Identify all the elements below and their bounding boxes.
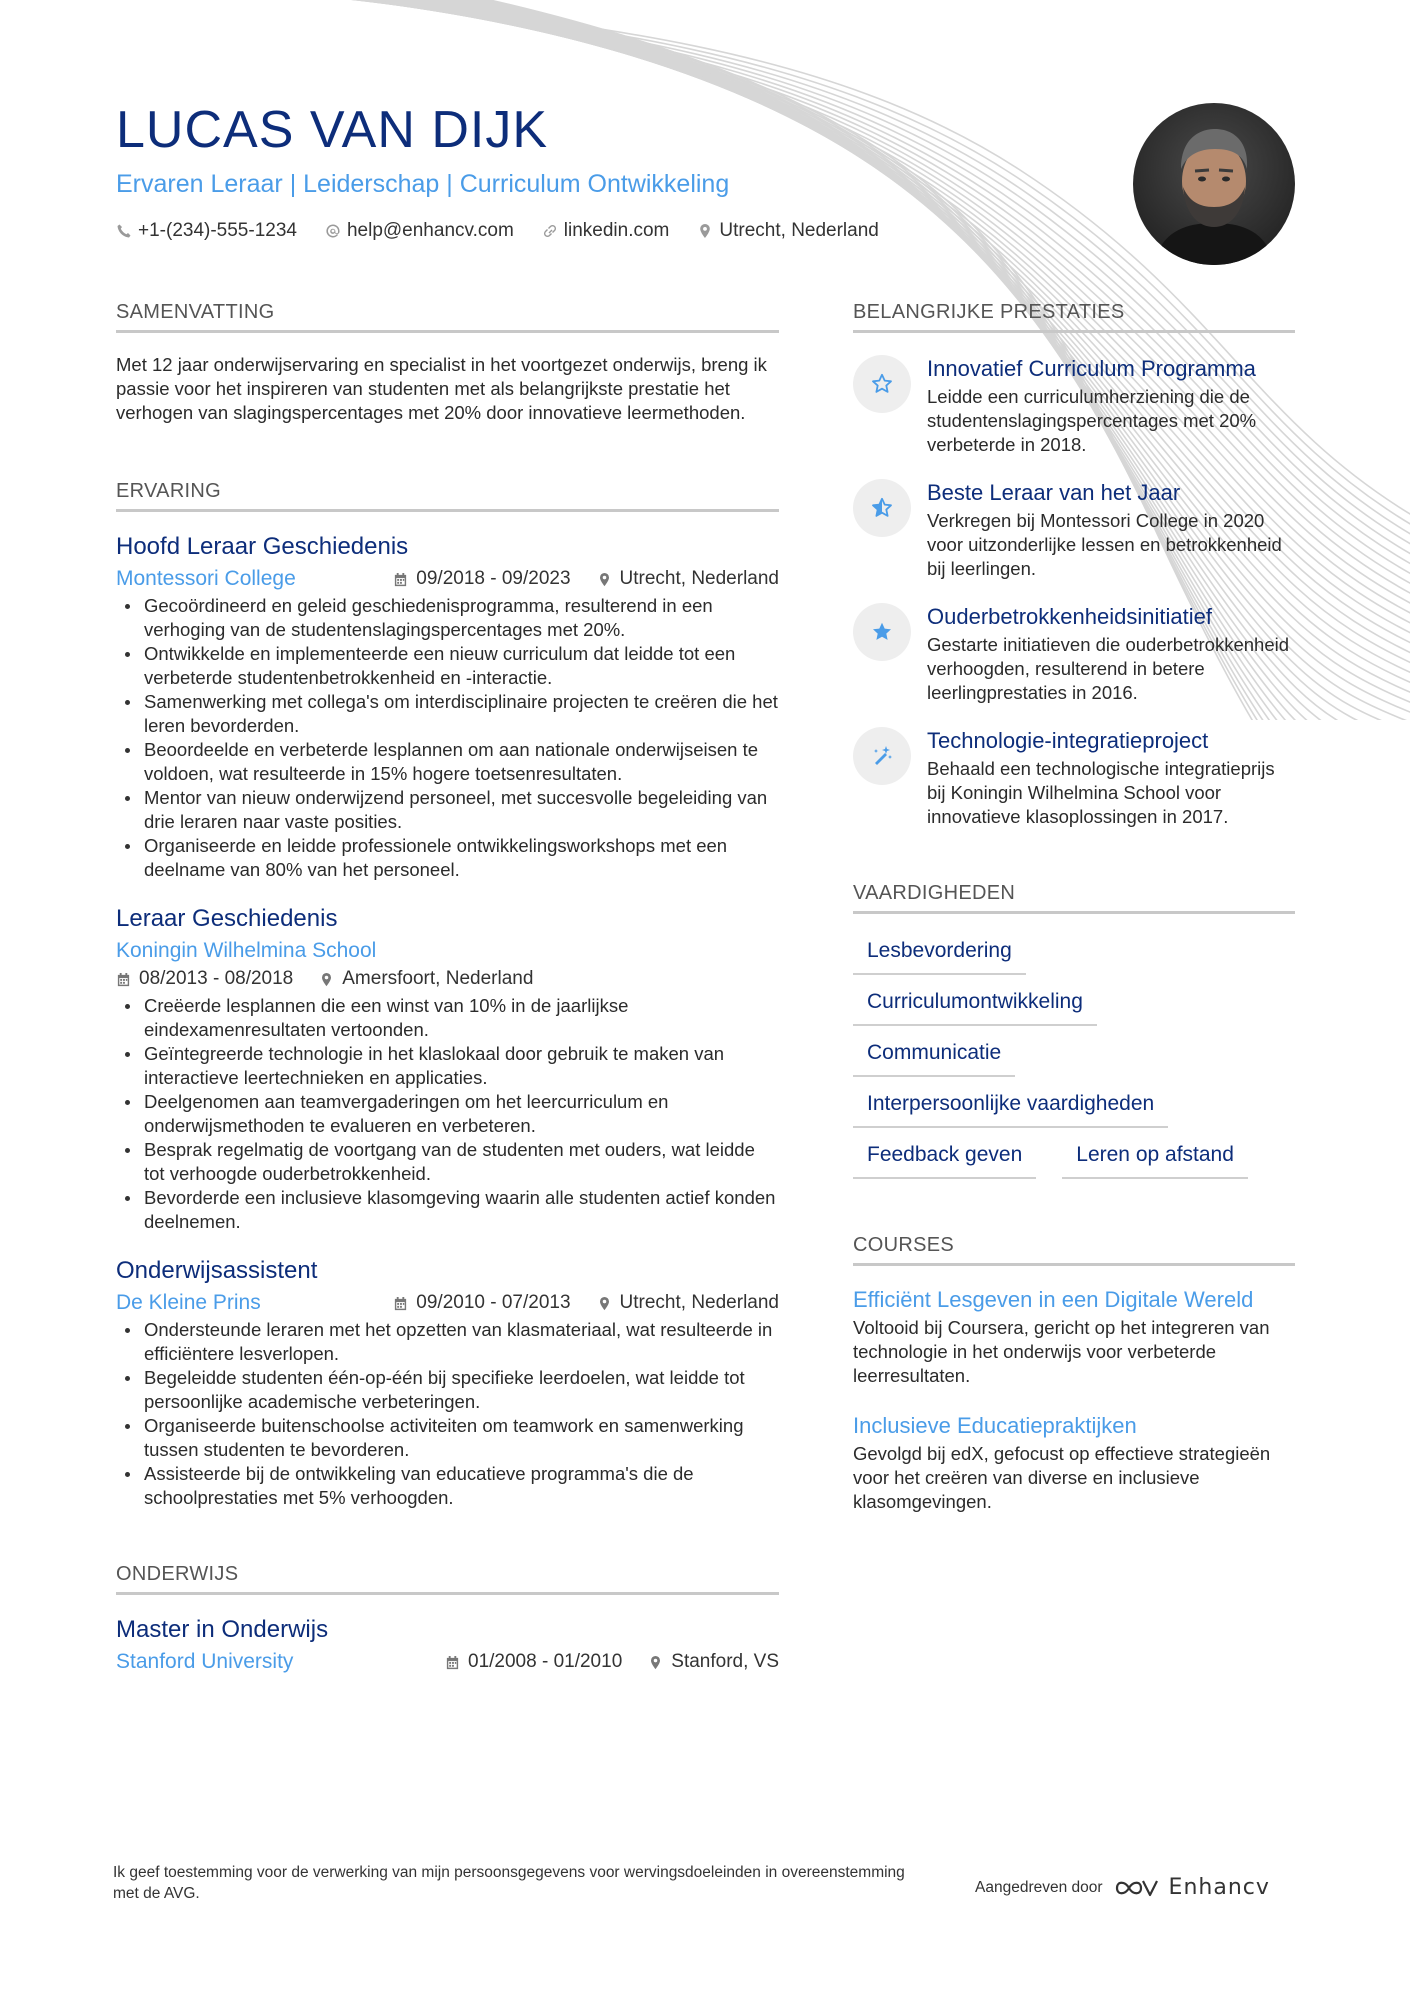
summary-section	[116, 300, 779, 425]
achievements-section	[853, 300, 1295, 829]
contact-location-text: Utrecht, Nederland	[719, 220, 879, 241]
location-icon	[597, 572, 612, 587]
enhancv-logo-icon	[1113, 1876, 1159, 1900]
skill-tag: Feedback geven	[853, 1128, 1036, 1179]
left-column	[116, 300, 779, 1675]
education-section-title: ONDERWIJS	[116, 1562, 779, 1595]
education-dates: 01/2008 - 01/2010	[468, 1651, 623, 1672]
job-company: De Kleine Prins	[116, 1291, 261, 1314]
skill-tag: Curriculumontwikkeling	[853, 975, 1097, 1026]
phone-icon	[116, 223, 132, 239]
bullet-item: Ontwikkelde en implementeerde een nieuw curriculum dat leidde tot een verbeterde studentenbetrokkenheid en -interactie.	[116, 642, 779, 690]
education-section	[116, 1562, 779, 1675]
bullet-item: Besprak regelmatig de voortgang van de studenten met ouders, wat leidde tot verhoogde ouderbetrokkenheid.	[116, 1138, 779, 1186]
magic-wand-icon	[870, 744, 894, 768]
job-dates: 09/2010 - 07/2013	[416, 1292, 571, 1313]
job-entry	[116, 1256, 779, 1510]
bullet-item: Ondersteunde leraren met het opzetten van klasmateriaal, wat resulteerde in efficiëntere lesverlopen.	[116, 1318, 779, 1366]
courses-section	[853, 1233, 1295, 1514]
achievement-item	[853, 603, 1295, 705]
achievement-title: Beste Leraar van het Jaar	[927, 480, 1181, 505]
bullet-item: Samenwerking met collega's om interdisciplinaire projecten te creëren die het leren bevorderden.	[116, 690, 779, 738]
at-icon	[325, 223, 341, 239]
job-title: Onderwijsassistent	[116, 1257, 318, 1284]
calendar-icon	[116, 972, 131, 987]
contact-linkedin-text[interactable]: linkedin.com	[563, 220, 670, 241]
summary-text: Met 12 jaar onderwijservaring en specialist in het voortgezet onderwijs, breng ik passie voor het inspireren van studenten met als belangrijkste prestatie het verhogen van slagingspercentages met 20% door innovatieve leermethoden.	[116, 354, 767, 423]
star-outline-icon	[870, 372, 894, 396]
achievement-desc: Behaald een technologische integratieprijs bij Koningin Wilhelmina School voor innovatieve klasoplossingen in 2017.	[927, 758, 1275, 827]
resume-header	[116, 100, 1016, 244]
skills-list	[853, 924, 1295, 1179]
job-meta	[116, 1290, 779, 1316]
achievement-desc: Gestarte initiatieven die ouderbetrokkenheid verhoogden, resulterend in betere leerlingprestaties in 2016.	[927, 634, 1290, 703]
courses-section-title: COURSES	[853, 1233, 1295, 1266]
course-title: Inclusieve Educatiepraktijken	[853, 1413, 1137, 1438]
summary-section-title: SAMENVATTING	[116, 300, 779, 333]
achievement-item	[853, 355, 1295, 457]
calendar-icon	[445, 1655, 460, 1670]
bullet-item: Assisteerde bij de ontwikkeling van educatieve programma's die de schoolprestaties met 5% verhoogden.	[116, 1462, 779, 1510]
footer-consent: Ik geef toestemming voor de verwerking van mijn persoonsgegevens voor wervingsdoeleinden in overeenstemming met de AVG.	[113, 1864, 905, 1902]
location-icon	[597, 1296, 612, 1311]
job-dates: 08/2013 - 08/2018	[139, 968, 294, 989]
job-location: Amersfoort, Nederland	[342, 968, 534, 989]
skill-tag: Interpersoonlijke vaardigheden	[853, 1077, 1168, 1128]
job-company: Montessori College	[116, 567, 296, 590]
bullet-item: Bevorderde een inclusieve klasomgeving waarin alle studenten actief konden deelnemen.	[116, 1186, 779, 1234]
job-dates: 09/2018 - 09/2023	[416, 568, 571, 589]
bullet-item: Deelgenomen aan teamvergaderingen om het leercurriculum en onderwijsmethoden te evalueren en verbeteren.	[116, 1090, 779, 1138]
job-meta	[116, 566, 779, 592]
candidate-name: LUCAS VAN DIJK	[116, 101, 549, 159]
education-meta	[116, 1649, 779, 1675]
profile-photo	[1133, 103, 1295, 265]
course-desc: Gevolgd bij edX, gefocust op effectieve strategieën voor het creëren van diverse en inclusieve klasomgevingen.	[853, 1443, 1271, 1512]
job-bullets	[116, 994, 779, 1234]
link-icon	[542, 223, 558, 239]
contact-list	[116, 218, 1016, 244]
achievement-title: Technologie-integratieproject	[927, 728, 1209, 753]
job-meta	[116, 938, 779, 992]
course-item	[853, 1286, 1295, 1388]
job-company: Koningin Wilhelmina School	[116, 939, 377, 962]
achievement-item	[853, 727, 1295, 829]
contact-phone-text: +1-(234)-555-1234	[138, 220, 297, 241]
skill-tag: Communicatie	[853, 1026, 1015, 1077]
location-icon	[648, 1655, 663, 1670]
bullet-item: Mentor van nieuw onderwijzend personeel, met succesvolle begeleiding van drie leraren naar vaste posities.	[116, 786, 779, 834]
skill-tag: Leren op afstand	[1062, 1128, 1248, 1179]
job-location: Utrecht, Nederland	[619, 568, 779, 589]
job-bullets	[116, 594, 779, 882]
calendar-icon	[393, 572, 408, 587]
job-entry	[116, 532, 779, 882]
education-degree: Master in Onderwijs	[116, 1616, 329, 1643]
job-title: Hoofd Leraar Geschiedenis	[116, 533, 409, 560]
bullet-item: Begeleidde studenten één-op-één bij specifieke leerdoelen, wat leidde tot persoonlijke academische verbeteringen.	[116, 1366, 779, 1414]
star-filled-icon	[870, 620, 894, 644]
course-title: Efficiënt Lesgeven in een Digitale Wereld	[853, 1287, 1254, 1312]
contact-email-text[interactable]: help@enhancv.com	[346, 220, 514, 241]
location-icon	[319, 972, 334, 987]
education-entry	[116, 1615, 779, 1675]
achievement-desc: Verkregen bij Montessori College in 2020 voor uitzonderlijke lessen en betrokkenheid bij leerlingen.	[927, 510, 1282, 579]
contact-linkedin[interactable]	[542, 218, 670, 244]
bullet-item: Gecoördineerd en geleid geschiedenisprogramma, resulterend in een verhoging van de studentenslagingspercentages met 20%.	[116, 594, 779, 642]
experience-section	[116, 479, 779, 1510]
course-desc: Voltooid bij Coursera, gericht op het integreren van technologie in het onderwijs voor verbeterde leerresultaten.	[853, 1317, 1270, 1386]
job-bullets	[116, 1318, 779, 1510]
achievement-item	[853, 479, 1295, 581]
education-location: Stanford, VS	[671, 1651, 779, 1672]
contact-phone	[116, 218, 297, 244]
star-half-icon	[870, 496, 894, 520]
bullet-item: Organiseerde buitenschoolse activiteiten om teamwork en samenwerking tussen studenten te bevorderen.	[116, 1414, 779, 1462]
job-entry	[116, 904, 779, 1234]
calendar-icon	[393, 1296, 408, 1311]
job-location: Utrecht, Nederland	[619, 1292, 779, 1313]
brand-name: Enhancv	[1168, 1875, 1270, 1900]
bullet-item: Geïntegreerde technologie in het klaslokaal door gebruik te maken van interactieve leertechnieken en applicaties.	[116, 1042, 779, 1090]
contact-location	[697, 218, 878, 244]
contact-email[interactable]	[325, 218, 514, 244]
right-column	[853, 300, 1295, 1514]
job-title: Leraar Geschiedenis	[116, 905, 338, 932]
achievements-section-title: BELANGRIJKE PRESTATIES	[853, 300, 1295, 333]
footer-powered-by[interactable]	[975, 1875, 1270, 1900]
skills-section-title: VAARDIGHEDEN	[853, 881, 1295, 914]
experience-section-title: ERVARING	[116, 479, 779, 512]
bullet-item: Beoordeelde en verbeterde lesplannen om aan nationale onderwijseisen te voldoen, wat resulteerde in 15% hogere toetsenresultaten.	[116, 738, 779, 786]
course-item	[853, 1412, 1295, 1514]
education-school: Stanford University	[116, 1650, 294, 1673]
bullet-item: Organiseerde en leidde professionele ontwikkelingsworkshops met een deelname van 80% van het personeel.	[116, 834, 779, 882]
achievement-title: Ouderbetrokkenheidsinitiatief	[927, 604, 1212, 629]
achievement-desc: Leidde een curriculumherziening die de studentenslagingspercentages met 20% verbeterde in 2018.	[927, 386, 1257, 455]
skill-tag: Lesbevordering	[853, 924, 1026, 975]
skills-section	[853, 881, 1295, 1179]
bullet-item: Creëerde lesplannen die een winst van 10% in de jaarlijkse eindexamenresultaten vertoonden.	[116, 994, 779, 1042]
powered-by-label: Aangedreven door	[975, 1878, 1103, 1896]
achievement-title: Innovatief Curriculum Programma	[927, 356, 1256, 381]
location-icon	[697, 223, 713, 239]
candidate-headline: Ervaren Leraar | Leiderschap | Curriculum Ontwikkeling	[116, 170, 730, 198]
